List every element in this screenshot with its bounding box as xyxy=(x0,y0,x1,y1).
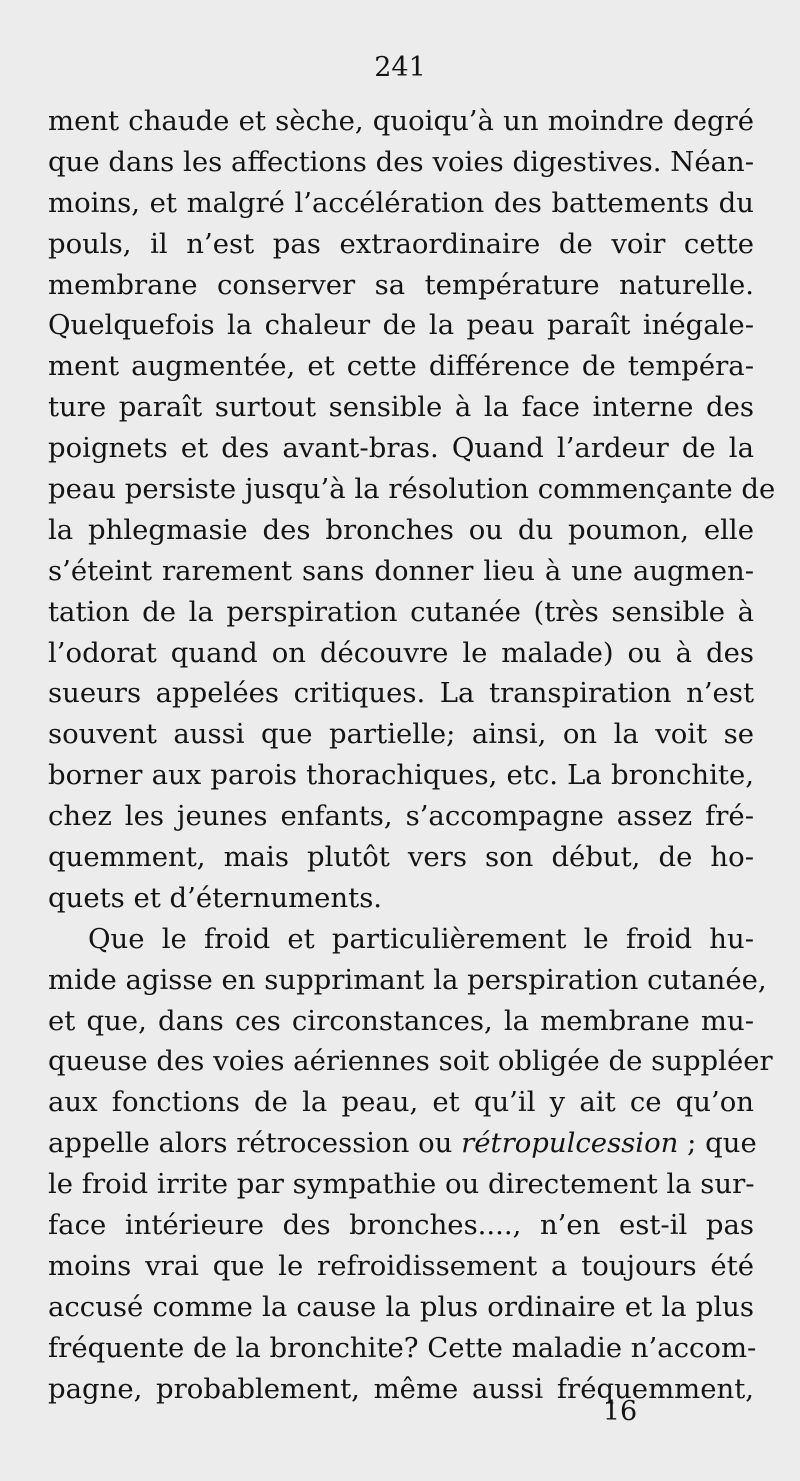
text-line: poignets et des avant-bras. Quand l’ardeur de la xyxy=(48,432,754,465)
text-line: borner aux parois thorachiques, etc. La bronchite, xyxy=(48,759,754,792)
text-line: moins, et malgré l’accélération des battements du xyxy=(48,186,754,219)
text-line: peau persiste jusqu’à la résolution commençante de xyxy=(48,473,776,506)
text-line xyxy=(48,1123,757,1164)
text-line: et que, dans ces circonstances, la membrane mu- xyxy=(48,1004,754,1037)
text-line: quets et d’éternuments. xyxy=(48,881,383,914)
text-line: pouls, il n’est pas extraordinaire de voir cette xyxy=(48,227,754,260)
text-line: ment chaude et sèche, quoiqu’à un moindre degré xyxy=(48,105,754,137)
text-line: accusé comme la cause la plus ordinaire et la plus xyxy=(48,1290,754,1323)
text-line: fréquente de la bronchite? Cette maladie n’accom- xyxy=(48,1331,757,1364)
text-line: sueurs appelées critiques. La transpiration n’est xyxy=(48,677,754,710)
italic-term: rétropulcession xyxy=(461,1127,679,1160)
text-line: ture paraît surtout sensible à la face interne des xyxy=(48,391,754,424)
text-line: mide agisse en supprimant la perspiration cutanée, xyxy=(48,963,767,996)
text-line: tation de la perspiration cutanée (très sensible à xyxy=(48,595,754,628)
text-line: souvent aussi que partielle; ainsi, on la voit se xyxy=(48,718,754,751)
text-line: Quelquefois la chaleur de la peau paraît inégale- xyxy=(48,309,754,342)
text-line: la phlegmasie des bronches ou du poumon, elle xyxy=(48,513,754,546)
text-segment: appelle alors rétrocession ou xyxy=(48,1127,462,1160)
body-text xyxy=(48,101,776,1410)
text-line: membrane conserver sa température naturelle. xyxy=(48,268,754,301)
text-line: ment augmentée, et cette différence de tempéra- xyxy=(48,350,754,383)
text-segment: ; que xyxy=(678,1127,757,1160)
text-line: aux fonctions de la peau, et qu’il y ait ce qu’on xyxy=(48,1086,754,1119)
signature-mark: 16 xyxy=(602,1396,638,1427)
text-line: face intérieure des bronches...., n’en est-il pas xyxy=(48,1209,754,1242)
text-line: le froid irrite par sympathie ou directement la sur- xyxy=(48,1168,755,1201)
text-line: moins vrai que le refroidissement a toujours été xyxy=(48,1249,754,1282)
text-line: quemment, mais plutôt vers son début, de ho- xyxy=(48,841,754,874)
text-line: chez les jeunes enfants, s’accompagne assez fré- xyxy=(48,800,754,833)
page-number: 241 xyxy=(374,52,426,83)
text-line: l’odorat quand on découvre le malade) ou à des xyxy=(48,636,754,669)
text-line: s’éteint rarement sans donner lieu à une augmen- xyxy=(48,554,754,587)
text-line: que dans les affections des voies digestives. Néan- xyxy=(48,145,754,178)
text-line: queuse des voies aériennes soit obligée de suppléer xyxy=(48,1045,773,1078)
text-line: Que le froid et particulièrement le froid hu- xyxy=(88,922,754,955)
text-line: pagne, probablement, même aussi fréquemment, xyxy=(48,1372,754,1405)
